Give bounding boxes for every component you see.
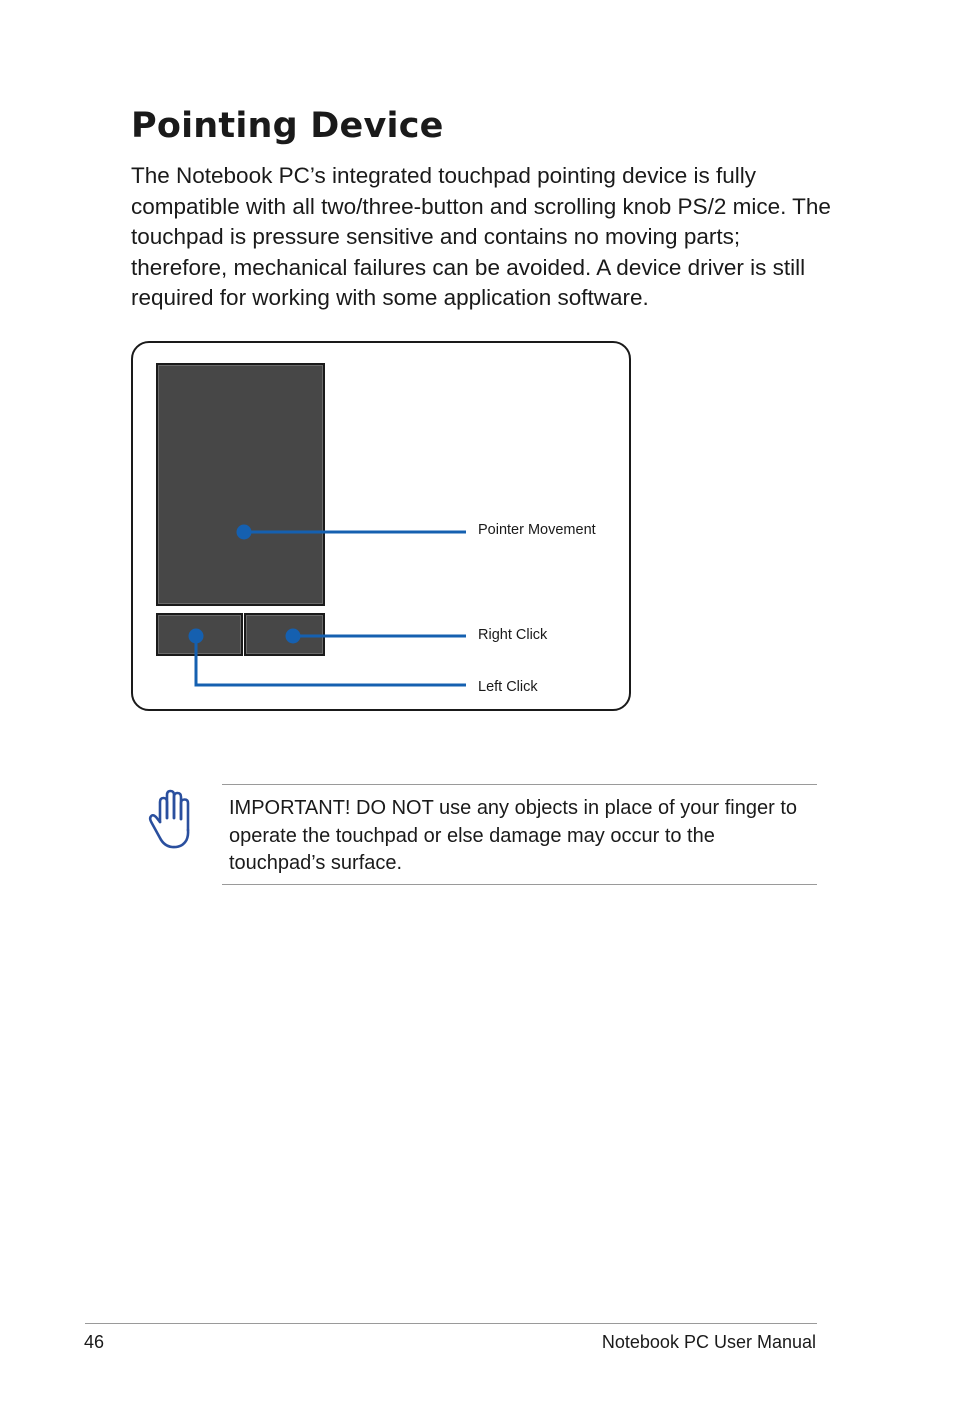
pointer-movement-dot	[237, 525, 252, 540]
footer-divider	[85, 1323, 817, 1324]
note-divider-top	[222, 784, 817, 785]
note-divider-bottom	[222, 884, 817, 885]
page-number: 46	[84, 1332, 105, 1352]
right-click-label: Right Click	[478, 627, 548, 643]
pointer-movement-label: Pointer Movement	[478, 522, 596, 538]
hand-icon	[148, 788, 194, 852]
footer-title: Notebook PC User Manual	[601, 1332, 816, 1352]
page-title: Pointing Device	[131, 106, 444, 146]
important-note: IMPORTANT! DO NOT use any objects in place of your finger to operate the touchpad or else damage may occur to the touchpad’s surface.	[229, 797, 797, 874]
intro-paragraph: The Notebook PC’s integrated touchpad pointing device is fully compatible with all two/three-button and scrolling knob PS/2 mice. The touchpad is pressure sensitive and contains no moving parts; therefore, mechanical failures can be avoided. A device driver is still required for working with some application software.	[131, 163, 831, 310]
left-click-line	[196, 636, 466, 685]
right-click-dot	[286, 629, 301, 644]
left-click-label: Left Click	[478, 679, 538, 695]
touchpad-diagram	[131, 341, 631, 711]
left-click-dot	[189, 629, 204, 644]
